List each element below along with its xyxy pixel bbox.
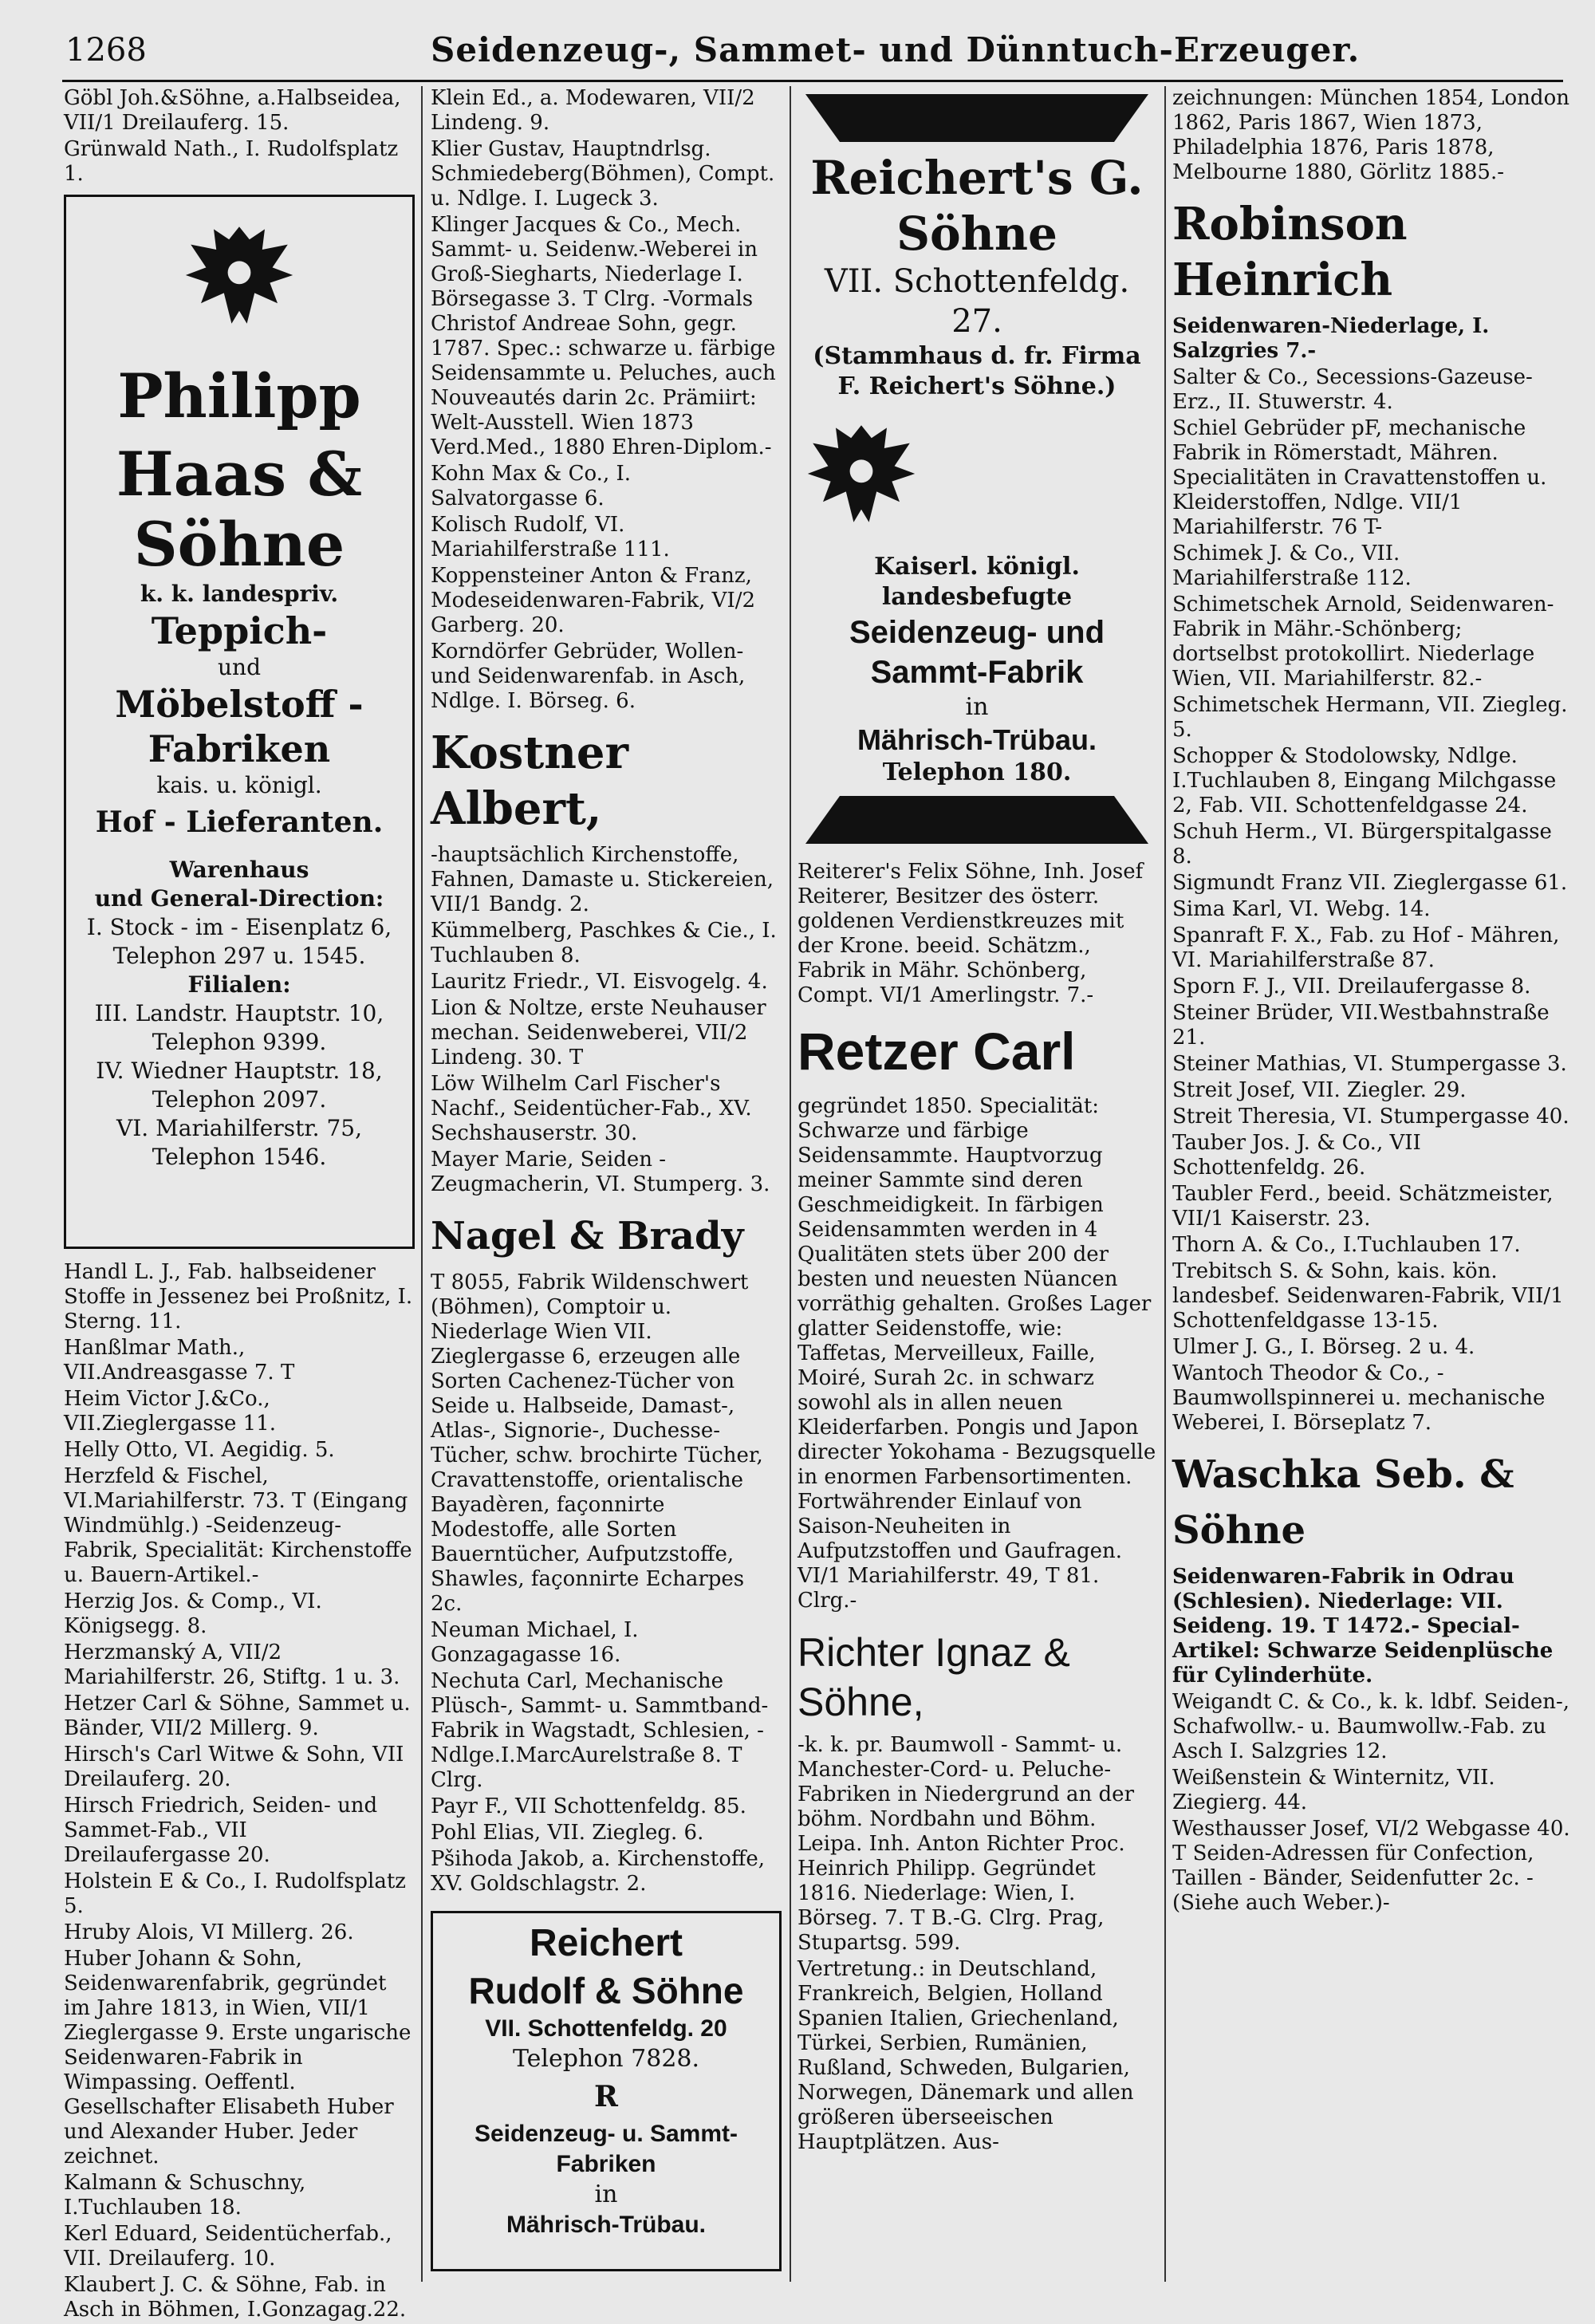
advert-retzer-name: Retzer Carl [798, 1022, 1076, 1081]
advert-retzer-text: gegründet 1850. Specialität: Schwarze und färbige Seidensammte. Hauptvorzug meiner Sammte sind deren Geschmeidigkeit. In färbigen Seidensammten werden in 4 Qualitäten stets über 200 der besten und neuesten Nüancen vorräthig gehalten. Großes Lager glatter Seidenstoffe, wie: Taffetas, Merveilleux, Faille, Moiré, Surah 2c. in schwarz sowohl als in allen neuen Kleiderfarben. Pongis und Japon directer Yokohama - Bezugsquelle in enormen Farbensortimenten. Fortwährender Einlauf von Saison-Neuheiten in Aufputzstoffen und Gaufragen. VI/1 Mariahilferstr. 49, T 81. Clrg.- [798, 1094, 1156, 1613]
list-item: Kolisch Rudolf, VI. Mariahilferstraße 111. [431, 513, 670, 561]
advert-waschka-text: Seidenwaren-Fabrik in Odrau (Schlesien). Niederlage: VII. Seideng. 19. T 1472.- Special-Artikel: Schwarze Seidenplüsche für Cylinderhüte. [1172, 1565, 1554, 1688]
list-item: Streit Josef, VII. Ziegler. 29. [1172, 1078, 1467, 1102]
list-item: Tauber Jos. J. & Co., VII Schottenfeldg. 26. [1172, 1131, 1421, 1180]
list-item: Pohl Elias, VII. Ziegleg. 6. [431, 1821, 704, 1845]
ad-text: in [965, 693, 989, 721]
ad-text: III. Landstr. Hauptstr. 10, [94, 1000, 384, 1026]
ad-text: Mährisch-Trübau. [506, 2212, 707, 2238]
list-item: Thorn A. & Co., I.Tuchlauben 17. [1172, 1233, 1521, 1257]
page-number: 1268 [65, 32, 147, 69]
list-item: Salter & Co., Secessions-Gazeuse-Erz., II. Stuwerstr. 4. [1172, 365, 1533, 414]
advert-richter-text: -k. k. pr. Baumwoll - Sammt- u. Manchester-Cord- u. Peluche-Fabriken in Niedergrund an der böhm. Nordbahn und Böhm. Leipa. Inh. Anton Richter Proc. Heinrich Philipp. Gegründet 1816. Niederlage: Wien, I. Börseg. 7. T B.-G. Clrg. Prag, Stupartsg. 599. [798, 1733, 1134, 1955]
ad-text: Telephon 297 u. 1545. [112, 943, 366, 969]
list-item: Sigmundt Franz VII. Zieglergasse 61. [1172, 871, 1568, 895]
r-logo-icon: R [594, 2080, 618, 2113]
ad-text: Seidenzeug- und [849, 615, 1105, 650]
ad-text: in [594, 2180, 618, 2208]
advert-nagel-name: Nagel & Brady [431, 1214, 744, 1259]
list-item: Herzmanský A, VII/2 Mariahilferstr. 26, Stiftg. 1 u. 3. [64, 1641, 400, 1689]
list-item: Huber Johann & Sohn, Seidenwarenfabrik, gegründet im Jahre 1813, in Wien, VII/1 Zieglergasse 9. Erste ungarische Seidenwaren-Fabrik in Wimpassing. Oeffentl. Gesellschafter Elisabeth Huber und Alexander Huber. Jeder zeichnet. [64, 1947, 412, 2168]
list-item: Weißenstein & Winternitz, VII. Ziegierg. 44. [1172, 1766, 1495, 1814]
advert-richter-vertretung: Vertretung.: in Deutschland, Frankreich, Belgien, Holland Spanien Italien, Griechenland, Türkei, Serbien, Rumänien, Rußland, Schweden, Bulgarien, Norwegen, Dänemark und allen größeren überseeischen Hauptplätzen. Aus- [798, 1957, 1134, 2154]
list-item: Holstein E & Co., I. Rudolfsplatz 5. [64, 1869, 406, 1918]
list-item: Hirsch Friedrich, Seiden- und Sammet-Fab., VII Dreilaufergasse 20. [64, 1794, 378, 1867]
list-item: Streit Theresia, VI. Stumpergasse 40. [1172, 1105, 1569, 1129]
list-item: Helly Otto, VI. Aegidig. 5. [64, 1438, 335, 1462]
list-item: Löw Wilhelm Carl Fischer's Nachf., Seidentücher-Fab., XV. Sechshauserstr. 30. [431, 1072, 752, 1145]
list-item: Herzfeld & Fischel, VI.Mariahilferstr. 73. T (Eingang Windmühlg.) -Seidenzeug-Fabrik, Specialität: Kirchenstoffe u. Bauern-Artikel.- [64, 1464, 412, 1587]
ad-name: Reichert's G. Söhne [810, 151, 1144, 261]
ad-text: (Stammhaus d. fr. Firma F. Reichert's Söhne.) [813, 342, 1141, 400]
list-item: Mayer Marie, Seiden - Zeugmacherin, VI. Stumperg. 3. [431, 1148, 770, 1196]
advert-robinson-text: Seidenwaren-Niederlage, I. Salzgries 7.- [1172, 314, 1490, 363]
list-item: Spanraft F. X., Fab. zu Hof - Mähren, VI. Mariahilferstraße 87. [1172, 924, 1560, 972]
list-item: Payr F., VII Schottenfeldg. 85. [431, 1794, 746, 1818]
list-item: Wantoch Theodor & Co., -Baumwollspinnerei u. mechanische Weberei, I. Börseplatz 7. [1172, 1361, 1546, 1435]
ad-text: Hof - Lieferanten. [95, 806, 384, 839]
list-item: Reiterer's Felix Söhne, Inh. Josef Reiterer, Besitzer des österr. goldenen Verdienstkreuzes mit der Krone. beeid. Schätzm., Fabrik in Mähr. Schönberg, Compt. VI/1 Amerlingstr. 7.- [798, 860, 1144, 1007]
list-item: Lion & Noltze, erste Neuhauser mechan. Seidenweberei, VII/2 Lindeng. 30. T [431, 996, 766, 1069]
advert-kostner-text: -hauptsächlich Kirchenstoffe, Fahnen, Damaste u. Stickereien, VII/1 Bandg. 2. [431, 843, 774, 916]
list-item: Heim Victor J.&Co., VII.Zieglergasse 11. [64, 1387, 276, 1436]
advert-reichert-rudolf [431, 1911, 782, 2271]
ad-text: IV. Wiedner Hauptstr. 18, [96, 1058, 383, 1084]
advert-richter-name: Richter Ignaz & Söhne, [798, 1630, 1070, 1724]
list-item: Koppensteiner Anton & Franz, Modeseidenwaren-Fabrik, VI/2 Garberg. 20. [431, 564, 756, 637]
list-item: Pšihoda Jakob, a. Kirchenstoffe, XV. Goldschlagstr. 2. [431, 1847, 765, 1896]
column-divider [1164, 86, 1166, 2282]
double-eagle-icon [175, 211, 303, 339]
list-item: zeichnungen: München 1854, London 1862, Paris 1867, Wien 1873, Philadelphia 1876, Paris 1878, Melbourne 1880, Görlitz 1885.- [1172, 86, 1569, 184]
list-item: Neuman Michael, I. Gonzagagasse 16. [431, 1618, 639, 1667]
page-header: Seidenzeug-, Sammet- und Dünntuch-Erzeuger. [431, 30, 1361, 69]
list-item: Korndörfer Gebrüder, Wollen- und Seidenwarenfab. in Asch, Ndlge. I. Börseg. 6. [431, 640, 746, 713]
list-item: Schimek J. & Co., VII. Mariahilferstraße 112. [1172, 542, 1412, 590]
list-item: Hetzer Carl & Söhne, Sammet u. Bänder, VII/2 Millerg. 9. [64, 1692, 411, 1740]
list-item: Taubler Ferd., beeid. Schätzmeister, VII/1 Kaiserstr. 23. [1172, 1182, 1554, 1231]
column-3 [798, 86, 1156, 2157]
list-item: Hanßlmar Math., VII.Andreasgasse 7. T [64, 1336, 295, 1385]
list-item: Hruby Alois, VI Millerg. 26. [64, 1920, 354, 1944]
ad-text: Telephon 180. [882, 758, 1072, 786]
list-item: Sporn F. J., VII. Dreilaufergasse 8. [1172, 975, 1531, 999]
ad-text: Kaiserl. königl. landesbefugte [874, 553, 1080, 611]
column-divider [421, 86, 423, 2282]
column-2 [431, 86, 782, 2271]
list-item: Schimetschek Hermann, VII. Ziegleg. 5. [1172, 693, 1568, 742]
list-item: Göbl Joh.&Söhne, a.Halbseidea, VII/1 Dreilauferg. 15. [64, 86, 401, 135]
list-item: Sima Karl, VI. Webg. 14. [1172, 897, 1431, 921]
list-item: Handl L. J., Fab. halbseidener Stoffe in Jessenez bei Proßnitz, I. Sterng. 11. [64, 1260, 413, 1333]
ad-text: Reichert [529, 1922, 683, 1964]
ad-text: VII. Schottenfeldg. 27. [824, 263, 1130, 340]
ad-text: Filialen: [187, 971, 291, 998]
list-item: Schopper & Stodolowsky, Ndlge. I.Tuchlauben 8, Eingang Milchgasse 2, Fab. VII. Schottenfeldgasse 24. [1172, 744, 1557, 817]
list-item: Schuh Herm., VI. Bürgerspitalgasse 8. [1172, 820, 1552, 869]
ad-text: I. Stock - im - Eisenplatz 6, [86, 914, 392, 940]
list-item: Schimetschek Arnold, Seidenwaren-Fabrik in Mähr.-Schönberg; dortselbst protokollirt. Niederlage Wien, VII. Mariahilferstr. 82.- [1172, 593, 1554, 691]
ad-text: Telephon 2097. [152, 1086, 327, 1113]
double-eagle-icon [798, 410, 925, 538]
ad-text: VI. Mariahilferstr. 75, [116, 1115, 362, 1141]
list-item: Grünwald Nath., I. Rudolfsplatz 1. [64, 137, 399, 186]
ad-text: und General-Direction: [94, 885, 384, 912]
ad-text: Möbelstoff - Fabriken [115, 683, 364, 770]
list-item: Lauritz Friedr., VI. Eisvogelg. 4. [431, 970, 768, 994]
advert-philipp-haas [64, 195, 415, 1249]
ad-text: Mährisch-Trübau. [857, 723, 1097, 756]
list-item: Herzig Jos. & Comp., VI. Königsegg. 8. [64, 1589, 322, 1638]
advert-kostner-name: Kostner Albert, [431, 727, 629, 835]
list-item: Hirsch's Carl Witwe & Sohn, VII Dreilauferg. 20. [64, 1743, 404, 1791]
ad-text: Telephon 1546. [152, 1144, 327, 1170]
decorative-bar [805, 796, 1148, 844]
list-item: Klaubert J. C. & Söhne, Fab. in Asch in Böhmen, I.Gonzagag.22. [64, 2273, 407, 2322]
ad-text: VII. Schottenfeldg. 20 [485, 2015, 727, 2042]
ad-text: Teppich- [151, 609, 328, 652]
advert-robinson-name: Robinson Heinrich [1172, 198, 1408, 306]
decorative-bar [805, 94, 1148, 142]
list-item: Kalmann & Schuschny, I.Tuchlauben 18. [64, 2171, 306, 2220]
ad-text: Sammt-Fabrik [870, 655, 1084, 690]
list-item: Kerl Eduard, Seidentücherfab., VII. Dreilauferg. 10. [64, 2222, 392, 2271]
ad-text: Warenhaus [169, 857, 309, 883]
ad-text: k. k. landespriv. [140, 581, 339, 607]
advert-nagel-text: T 8055, Fabrik Wildenschwert (Böhmen), Comptoir u. Niederlage Wien VII. Zieglergasse 6, erzeugen alle Sorten Cachenez-Tücher von Seide u. Halbseide, Damast-, Atlas-, Signorie-, Duchesse-Tücher, schw. brochirte Tücher, Cravattenstoffe, orientalische Bayadèren, façonnirte Modestoffe, alle Sorten Bauerntücher, Aufputzstoffe, Shawles, façonnirte Echarpes 2c. [431, 1270, 763, 1616]
list-item: Nechuta Carl, Mechanische Plüsch-, Sammt- u. Sammtband-Fabrik in Wagstadt, Schlesien, -Ndlge.I.MarcAurelstraße 8. T Clrg. [431, 1669, 769, 1792]
ad-name-line2: Haas & Söhne [116, 439, 363, 580]
list-item: Klier Gustav, Hauptndrlsg. Schmiedeberg(Böhmen), Compt. u. Ndlge. I. Lugeck 3. [431, 137, 775, 211]
list-item: Trebitsch S. & Sohn, kais. kön. landesbef. Seidenwaren-Fabrik, VII/1 Schottenfeldgasse 13-15. [1172, 1259, 1564, 1333]
list-item: Klinger Jacques & Co., Mech. Sammt- u. Seidenw.-Weberei in Groß-Siegharts, Niederlage I. Börsegasse 3. T Clrg. -Vormals Christof Andreae Sohn, gegr. 1787. Spec.: schwarze u. färbige Seidensammte u. Peluches, auch Nouveautés darin 2c. Prämiirt: Welt-Ausstell. Wien 1873 Verd.Med., 1880 Ehren-Diplom.- [431, 213, 776, 459]
ad-text: Telephon 7828. [512, 2045, 700, 2073]
list-item: Kohn Max & Co., I. Salvatorgasse 6. [431, 462, 632, 510]
ad-text: Seidenzeug- u. Sammt-Fabriken [474, 2121, 738, 2177]
ad-text: kais. u. königl. [156, 772, 322, 798]
list-item: Kümmelberg, Paschkes & Cie., I. Tuchlauben 8. [431, 919, 777, 967]
column-divider [790, 86, 791, 2282]
list-item: Westhausser Josef, VI/2 Webgasse 40. T Seiden-Adressen für Confection, Taillen - Bänder, Seidenfutter 2c. - (Siehe auch Weber.)- [1172, 1817, 1570, 1915]
list-item: Schiel Gebrüder pF, mechanische Fabrik in Römerstadt, Mähren. Specialitäten in Cravattenstoffen u. Kleiderstoffen, Ndlge. VII/1 Mariahilferstr. 76 T- [1172, 416, 1547, 539]
list-item: Ulmer J. G., I. Börseg. 2 u. 4. [1172, 1335, 1475, 1359]
ad-text: Telephon 9399. [152, 1029, 327, 1055]
column-1 [64, 86, 415, 2324]
advert-waschka-name: Waschka Seb. & Söhne [1172, 1452, 1514, 1553]
list-item: Steiner Brüder, VII.Westbahnstraße 21. [1172, 1001, 1550, 1050]
list-item: Weigandt C. & Co., k. k. ldbf. Seiden-, Schafwollw.- u. Baumwollw.-Fab. zu Asch I. Salzgries 12. [1172, 1690, 1570, 1763]
list-item: Steiner Mathias, VI. Stumpergasse 3. [1172, 1052, 1567, 1076]
header-rule [62, 80, 1563, 82]
list-item: Klein Ed., a. Modewaren, VII/2 Lindeng. 9. [431, 86, 755, 135]
column-4 [1172, 86, 1571, 1917]
ad-text: Rudolf & Söhne [468, 1970, 744, 2011]
ad-text: und [218, 654, 261, 680]
advert-reichert-g-sohne [798, 94, 1156, 844]
ad-name-line1: Philipp [117, 360, 361, 431]
